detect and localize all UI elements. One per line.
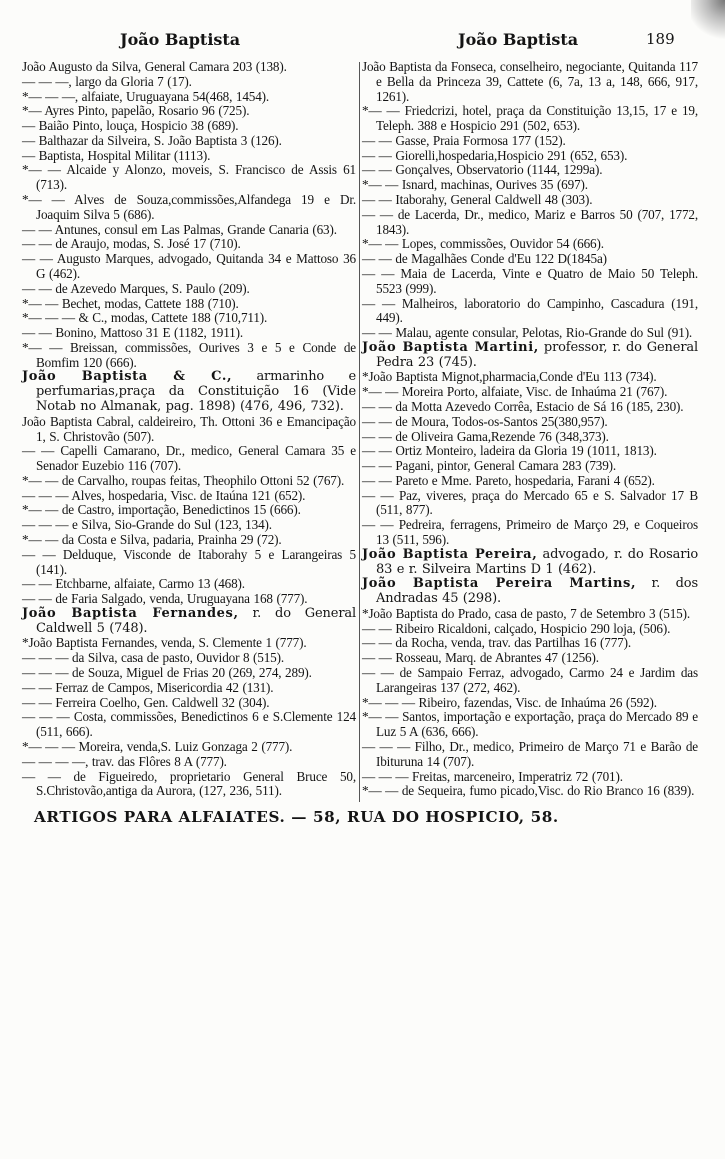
directory-entry	[362, 696, 698, 711]
entry-text: — — — Costa, commissões, Benedictinos 6 e S.Clemente 124 (511, 666).	[22, 709, 356, 740]
directory-entry	[362, 370, 698, 385]
entry-text: — — — e Silva, Sio-Grande do Sul (123, 134).	[22, 517, 272, 533]
directory-heading-entry	[22, 607, 356, 637]
directory-entry	[22, 223, 356, 238]
directory-entry	[362, 415, 698, 430]
entry-text: r. dos Andradas 45 (298).	[376, 576, 698, 607]
entry-name: João Baptista Pereira,	[362, 546, 538, 562]
directory-entry	[362, 636, 698, 651]
entry-text: *— — Alcaide y Alonzo, moveis, S. Francisco de Assis 61 (713).	[22, 162, 356, 193]
directory-entry	[22, 326, 356, 341]
directory-entry	[362, 267, 698, 297]
directory-entry	[362, 208, 698, 238]
directory-entry	[22, 666, 356, 681]
entry-text: — — Antunes, consul em Las Palmas, Grande Canaria (63).	[22, 221, 337, 237]
directory-entry	[22, 104, 356, 119]
directory-entry	[22, 90, 356, 105]
entry-text: *— — da Costa e Silva, padaria, Prainha 29 (72).	[22, 532, 282, 547]
directory-heading-entry	[362, 577, 698, 607]
directory-entry	[22, 282, 356, 297]
entry-text: *— — Isnard, machinas, Ourives 35 (697).	[362, 177, 588, 193]
entry-text: — — de Azevedo Marques, S. Paulo (209).	[22, 280, 250, 296]
directory-entry	[362, 607, 698, 622]
directory-entry	[362, 134, 698, 149]
entry-text: *— — Bechet, modas, Cattete 188 (710).	[22, 295, 239, 311]
directory-entry	[362, 193, 698, 208]
entry-text: — — Bonino, Mattoso 31 E (1182, 1911).	[22, 325, 244, 341]
entry-text: — — Malau, agente consular, Pelotas, Rio-Grande do Sul (91).	[362, 325, 693, 341]
entry-text: *— — Breissan, commissões, Ourives 3 e 5 e Conde de Bomfim 120 (666).	[22, 339, 356, 370]
entry-text: — — — da Silva, casa de pasto, Ouvidor 8 (515).	[22, 650, 285, 666]
entry-text: — — Etchbarne, alfaiate, Carmo 13 (468).	[22, 576, 245, 592]
directory-entry	[22, 415, 356, 445]
entry-text: João Augusto da Silva, General Camara 203 (138).	[22, 59, 287, 74]
directory-entry	[22, 577, 356, 592]
directory-entry	[362, 489, 698, 519]
entry-name: João Baptista Martini,	[362, 339, 539, 355]
directory-entry	[22, 311, 356, 326]
directory-entry	[22, 548, 356, 578]
entry-text: — — — —, trav. das Flôres 8 A (777).	[22, 753, 227, 769]
entry-text: *— — de Carvalho, roupas feitas, Theophilo Ottoni 52 (767).	[22, 472, 345, 488]
entry-text: professor, r. do General Pedra 23 (745).	[376, 339, 698, 370]
header-left-title: João Baptista	[120, 30, 241, 49]
right-column	[362, 60, 698, 799]
entry-text: — — Ferraz de Campos, Misericordia 42 (131).	[22, 679, 274, 695]
entry-name: João Baptista & C.,	[22, 369, 233, 385]
directory-entry	[22, 341, 356, 371]
directory-entry	[22, 636, 356, 651]
entry-text: — — de Moura, Todos-os-Santos 25(380,957).	[362, 413, 608, 429]
entry-text: — — Gonçalves, Observatorio (1144, 1299a).	[362, 162, 603, 178]
entry-text: — — Ferreira Coelho, Gen. Caldwell 32 (304).	[22, 694, 270, 710]
directory-entry	[22, 755, 356, 770]
entry-text: — — Capelli Camarano, Dr., medico, General Camara 35 e Senador Euzebio 116 (707).	[22, 443, 356, 474]
entry-text: *— Ayres Pinto, papelão, Rosario 96 (725).	[22, 103, 250, 119]
entry-text: *— — Moreira Porto, alfaiate, Visc. de Inhaúma 21 (767).	[362, 384, 668, 400]
directory-entry	[22, 119, 356, 134]
entry-text: — — de Araujo, modas, S. José 17 (710).	[22, 236, 241, 252]
directory-entry	[362, 740, 698, 770]
entry-text: João Baptista Cabral, caldeireiro, Th. Ottoni 36 e Emancipação 1, S. Christovão (507).	[22, 413, 356, 444]
entry-text: *João Baptista Mignot,pharmacia,Conde d'Eu 113 (734).	[362, 369, 657, 385]
directory-entry	[22, 444, 356, 474]
directory-entry	[362, 518, 698, 548]
entry-text: — — Rosseau, Marq. de Abrantes 47 (1256).	[362, 650, 599, 666]
entry-text: *— — de Sequeira, fumo picado,Visc. do Rio Branco 16 (839).	[362, 783, 695, 799]
entry-text: — — — Freitas, marceneiro, Imperatriz 72 (701).	[362, 768, 623, 784]
directory-entry	[362, 385, 698, 400]
entry-text: r. do General Caldwell 5 (748).	[36, 605, 356, 636]
column-divider	[359, 62, 360, 802]
directory-entry	[362, 430, 698, 445]
entry-text: — — Malheiros, laboratorio do Campinho, Cascadura (191, 449).	[362, 295, 698, 326]
entry-text: *João Baptista Fernandes, venda, S. Clemente 1 (777).	[22, 635, 307, 651]
directory-entry	[362, 104, 698, 134]
directory-entry	[22, 518, 356, 533]
entry-text: — — — Alves, hospedaria, Visc. de Itaúna 121 (652).	[22, 487, 306, 503]
entry-text: — — Itaborahy, General Caldwell 48 (303).	[362, 192, 593, 208]
directory-entry	[22, 489, 356, 504]
directory-entry	[362, 710, 698, 740]
directory-entry	[22, 237, 356, 252]
directory-entry	[362, 784, 698, 799]
directory-entry	[362, 622, 698, 637]
directory-entry	[362, 297, 698, 327]
entry-text: advogado, r. do Rosario 83 e r. Silveira Martins D 1 (462).	[376, 546, 699, 577]
entry-text: *— — — Moreira, venda,S. Luiz Gonzaga 2 (777).	[22, 738, 293, 754]
directory-entry	[362, 60, 698, 104]
directory-entry	[22, 710, 356, 740]
directory-entry	[22, 149, 356, 164]
entry-text: — — Ribeiro Ricaldoni, calçado, Hospicio 290 loja, (506).	[362, 620, 671, 636]
entry-text: — — de Lacerda, Dr., medico, Mariz e Barros 50 (707, 1772, 1843).	[362, 206, 698, 237]
entry-text: *— — — & C., modas, Cattete 188 (710,711).	[22, 310, 268, 326]
entry-text: — Baptista, Hospital Militar (1113).	[22, 147, 211, 163]
directory-entry	[22, 740, 356, 755]
directory-entry	[22, 134, 356, 149]
directory-entry	[362, 459, 698, 474]
entry-text: João Baptista da Fonseca, conselheiro, negociante, Quitanda 117 e Bella da Princeza 39, Cattete (6, 7a, 13 a, 148, 666, 917, 1261).	[362, 59, 698, 104]
directory-entry	[22, 533, 356, 548]
entry-text: *João Baptista do Prado, casa de pasto, 7 de Setembro 3 (515).	[362, 605, 691, 621]
entry-text: — — de Figueiredo, proprietario General Bruce 50, S.Christovão,antiga da Aurora, (127, 236, 511).	[22, 768, 356, 799]
directory-entry	[362, 770, 698, 785]
directory-entry	[22, 651, 356, 666]
entry-text: — — — Filho, Dr., medico, Primeiro de Março 71 e Barão de Ibituruna 14 (707).	[362, 738, 698, 769]
entry-text: — — Gasse, Praia Formosa 177 (152).	[362, 132, 566, 148]
directory-entry	[362, 163, 698, 178]
directory-entry	[22, 681, 356, 696]
directory-entry	[362, 178, 698, 193]
entry-text: — — da Rocha, venda, trav. das Partilhas 16 (777).	[362, 635, 631, 651]
directory-entry	[22, 75, 356, 90]
entry-text: — — de Faria Salgado, venda, Uruguayana 168 (777).	[22, 591, 308, 607]
page-corner-stain	[691, 0, 725, 40]
entry-text: — — Giorelli,hospedaria,Hospicio 291 (652, 653).	[362, 147, 628, 163]
footer-advertisement: ARTIGOS PARA ALFAIATES. — 58, RUA DO HOSPICIO, 58.	[34, 808, 559, 826]
left-column	[22, 60, 356, 799]
entry-text: — — de Sampaio Ferraz, advogado, Carmo 24 e Jardim das Larangeiras 137 (272, 462).	[362, 665, 698, 695]
entry-text: — — de Oliveira Gama,Rezende 76 (348,373).	[362, 428, 609, 444]
entry-text: — — da Motta Azevedo Corrêa, Estacio de Sá 16 (185, 230).	[362, 398, 684, 414]
entry-text: — — Delduque, Visconde de Itaborahy 5 e Larangeiras 5 (141).	[22, 546, 356, 577]
entry-text: *— — Alves de Souza,commissões,Alfandega 19 e Dr. Joaquim Silva 5 (686).	[22, 192, 356, 222]
entry-text: — — Augusto Marques, advogado, Quitanda 34 e Mattoso 36 G (462).	[22, 251, 356, 281]
directory-entry	[362, 149, 698, 164]
entry-text: — Baião Pinto, louça, Hospicio 38 (689).	[22, 118, 239, 134]
entry-text: — Balthazar da Silveira, S. João Baptista 3 (126).	[22, 132, 282, 148]
entry-text: *— — Friedcrizi, hotel, praça da Constituição 13,15, 17 e 19, Teleph. 388 e Hospicio 291 (502, 653).	[362, 103, 698, 134]
directory-entry	[22, 193, 356, 223]
entry-text: *— — de Castro, importação, Benedictinos 15 (666).	[22, 502, 301, 518]
directory-heading-entry	[362, 548, 698, 578]
entry-text: — — Paz, viveres, praça do Mercado 65 e S. Salvador 17 B (511, 877).	[362, 487, 698, 518]
entry-text: *— — — Ribeiro, fazendas, Visc. de Inhaúma 26 (592).	[362, 694, 657, 710]
entry-text: — — Maia de Lacerda, Vinte e Quatro de Maio 50 Teleph. 5523 (999).	[362, 265, 698, 296]
directory-entry	[362, 326, 698, 341]
entry-name: João Baptista Pereira Martins,	[362, 576, 637, 592]
directory-heading-entry	[22, 370, 356, 414]
running-header	[28, 30, 693, 52]
entry-text: — — Pedreira, ferragens, Primeiro de Março 29, e Coqueiros 13 (511, 596).	[362, 517, 698, 547]
directory-entry	[22, 503, 356, 518]
directory-entry	[362, 444, 698, 459]
page-number: 189	[646, 30, 675, 48]
entry-text: — — —, largo da Gloria 7 (17).	[22, 73, 192, 89]
directory-entry	[362, 237, 698, 252]
header-right-title: João Baptista	[458, 30, 579, 49]
directory-entry	[362, 400, 698, 415]
entry-text: — — Pagani, pintor, General Camara 283 (739).	[362, 458, 617, 474]
directory-heading-entry	[362, 341, 698, 371]
directory-entry	[22, 696, 356, 711]
entry-text: — — Pareto e Mme. Pareto, hospedaria, Farani 4 (652).	[362, 472, 655, 488]
entry-text: — — — de Souza, Miguel de Frias 20 (269, 274, 289).	[22, 665, 312, 681]
directory-entry	[22, 163, 356, 193]
directory-entry	[362, 474, 698, 489]
entry-name: João Baptista Fernandes,	[22, 605, 239, 621]
directory-entry	[22, 252, 356, 282]
entry-text: armarinho e perfumarias,praça da Constituição 16 (Vide Notab no Almanak, pag. 1898) (476, 496, 732).	[36, 369, 356, 414]
entry-text: — — Ortiz Monteiro, ladeira da Gloria 19 (1011, 1813).	[362, 443, 657, 459]
entry-text: — — de Magalhães Conde d'Eu 122 D(1845a)	[362, 251, 607, 267]
entry-text: *— — Lopes, commissões, Ouvidor 54 (666).	[362, 236, 604, 252]
directory-entry	[22, 592, 356, 607]
entry-text: *— — Santos, importação e exportação, praça do Mercado 89 e Luz 5 A (636, 666).	[362, 709, 698, 740]
directory-entry	[22, 297, 356, 312]
directory-entry	[362, 252, 698, 267]
directory-entry	[22, 770, 356, 800]
directory-entry	[362, 666, 698, 696]
directory-entry	[22, 60, 356, 75]
directory-entry	[362, 651, 698, 666]
directory-entry	[22, 474, 356, 489]
entry-text: *— — —, alfaiate, Uruguayana 54(468, 1454).	[22, 88, 270, 104]
